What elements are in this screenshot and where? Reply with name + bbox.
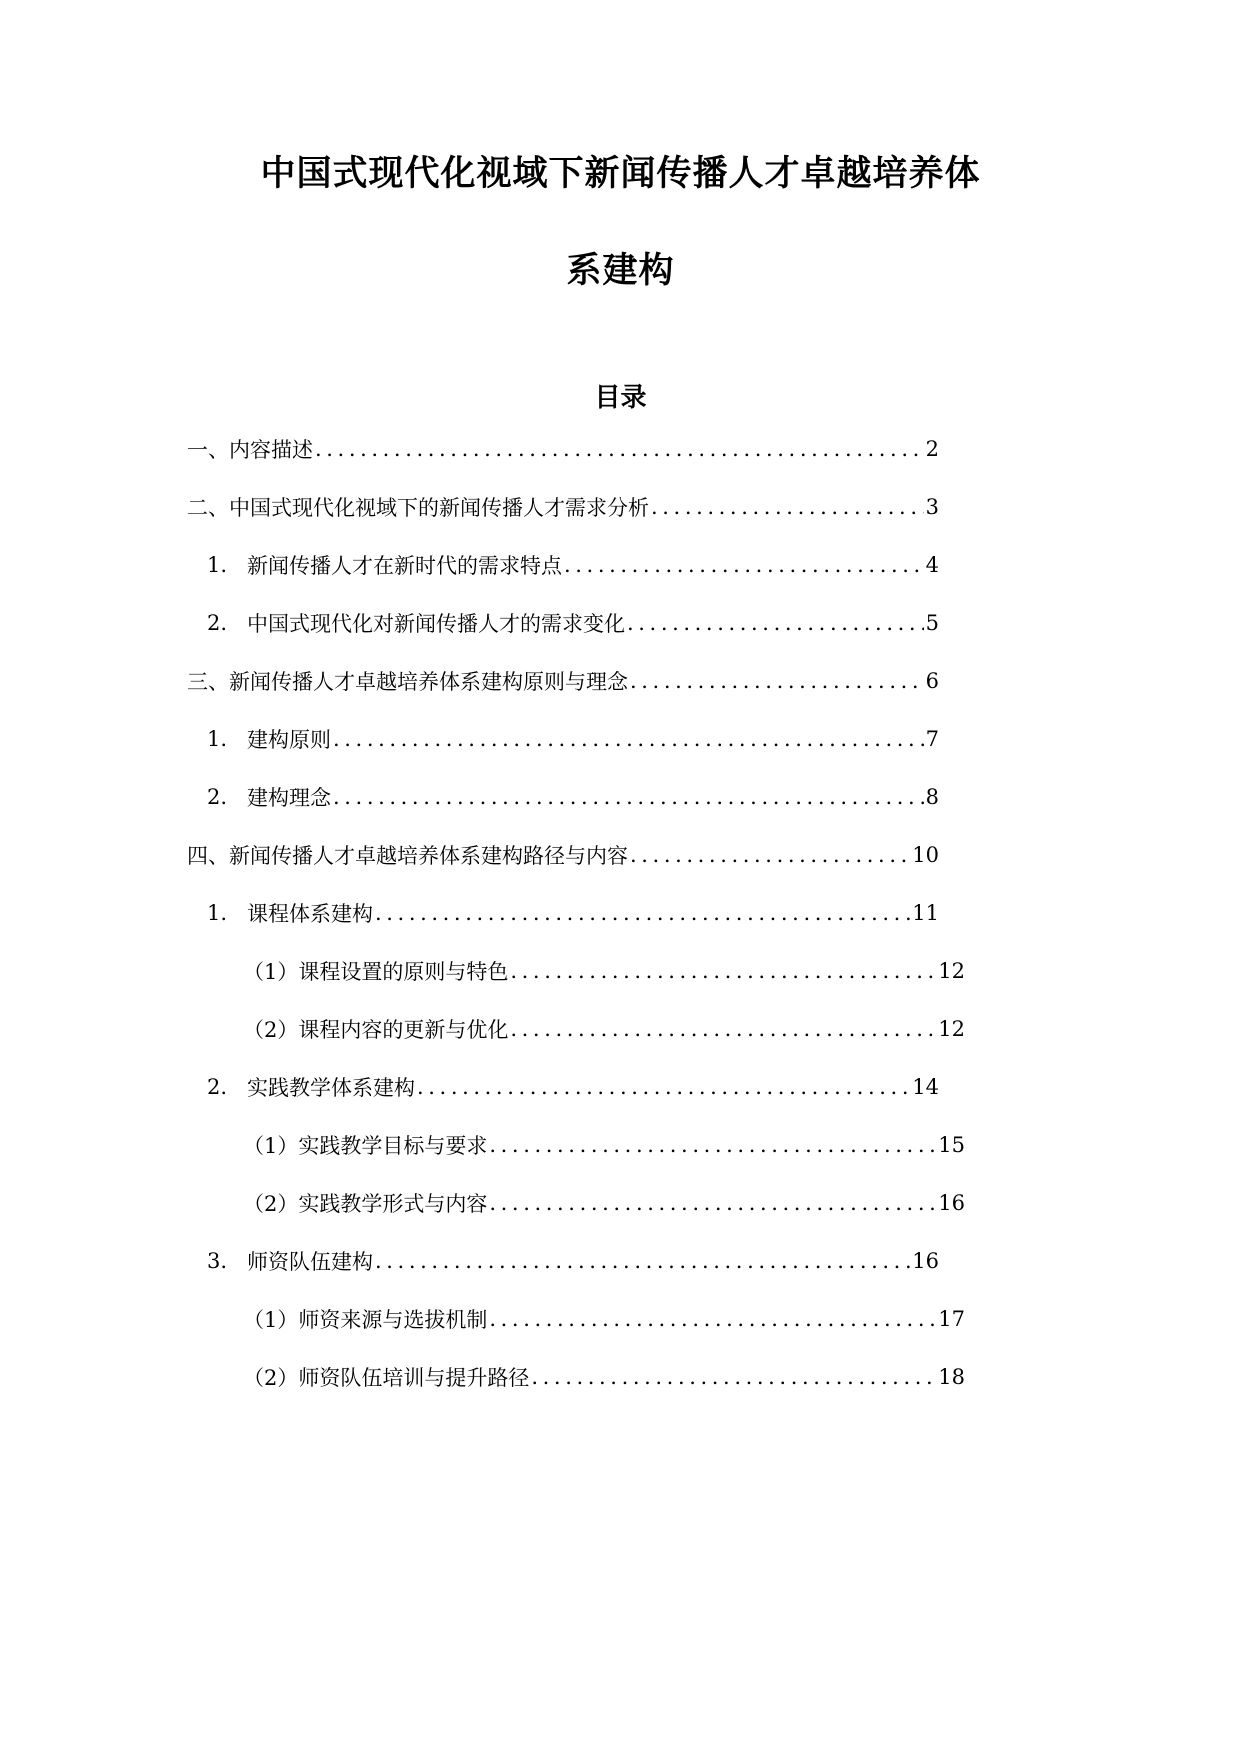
toc-entry-page-number: 10 (912, 843, 939, 867)
toc-entry-label: （1）师资来源与选拔机制 (243, 1308, 488, 1332)
toc-entry-page-number: 18 (938, 1365, 965, 1389)
toc-entry-page-number: 16 (938, 1191, 965, 1215)
toc-entry-page-number: 8 (925, 785, 939, 809)
toc-entry-label: 课程体系建构 (247, 902, 373, 926)
toc-entry-label: 实践教学体系建构 (247, 1076, 415, 1100)
toc-entry-number: 2. (206, 785, 228, 809)
toc-entry[interactable] (243, 954, 965, 988)
toc-entry-label: （2）师资队伍培训与提升路径 (243, 1366, 530, 1390)
toc-entry-label: 一、内容描述 (187, 438, 313, 462)
toc-dot-leader (417, 1075, 910, 1099)
toc-entry-number: 3. (206, 1249, 228, 1273)
toc-dot-leader (315, 437, 924, 461)
toc-entry-page-number: 11 (912, 901, 939, 925)
toc-entry[interactable] (187, 722, 939, 756)
toc-entry-page-number: 14 (912, 1075, 939, 1099)
toc-dot-leader (375, 1249, 910, 1273)
toc-entry-label: （1）实践教学目标与要求 (243, 1134, 488, 1158)
toc-entry[interactable] (187, 606, 939, 640)
toc-dot-leader (333, 785, 924, 809)
toc-entry-label: 中国式现代化对新闻传播人才的需求变化 (247, 612, 625, 636)
toc-entry-page-number: 12 (938, 959, 965, 983)
toc-heading: 目录 (594, 383, 647, 413)
toc-entry[interactable] (187, 896, 939, 930)
toc-entry-number: 2. (206, 1075, 228, 1099)
toc-dot-leader (564, 553, 924, 577)
toc-dot-leader (375, 901, 910, 925)
toc-entry[interactable] (187, 838, 939, 872)
toc-entry[interactable] (243, 1012, 965, 1046)
toc-entry[interactable] (187, 780, 939, 814)
toc-entry[interactable] (243, 1186, 965, 1220)
toc-entry[interactable] (187, 664, 939, 698)
toc-entry[interactable] (187, 432, 939, 466)
toc-entry-number: 1. (206, 901, 228, 925)
toc-entry[interactable] (187, 490, 939, 524)
toc-entry-number: 1. (206, 727, 228, 751)
toc-dot-leader (489, 1191, 936, 1215)
toc-entry-label: （2）实践教学形式与内容 (243, 1192, 488, 1216)
toc-entry-label: 四、新闻传播人才卓越培养体系建构路径与内容 (187, 844, 628, 868)
toc-entry-page-number: 4 (925, 553, 939, 577)
toc-dot-leader (630, 843, 910, 867)
toc-entry[interactable] (243, 1128, 965, 1162)
toc-entry[interactable] (243, 1302, 965, 1336)
toc-entry-number: 2. (206, 611, 228, 635)
toc-entry-page-number: 16 (912, 1249, 939, 1273)
toc-dot-leader (651, 495, 924, 519)
toc-entry-number: 1. (206, 553, 228, 577)
toc-entry-label: 师资队伍建构 (247, 1250, 373, 1274)
toc-dot-leader (510, 959, 936, 983)
toc-entry-page-number: 3 (925, 495, 939, 519)
toc-dot-leader (489, 1307, 936, 1331)
toc-entry-page-number: 7 (925, 727, 939, 751)
toc-entry[interactable] (243, 1360, 965, 1394)
toc-dot-leader (531, 1365, 936, 1389)
toc-entry-label: 建构理念 (247, 786, 331, 810)
toc-entry[interactable] (187, 548, 939, 582)
toc-entry[interactable] (187, 1244, 939, 1278)
toc-dot-leader (489, 1133, 936, 1157)
toc-entry-page-number: 15 (938, 1133, 965, 1157)
toc-entry-page-number: 6 (925, 669, 939, 693)
toc-entry-page-number: 5 (925, 611, 939, 635)
toc-entry-page-number: 2 (925, 437, 939, 461)
toc-dot-leader (630, 669, 924, 693)
document-title-line-1: 中国式现代化视域下新闻传播人才卓越培养体 (260, 154, 981, 194)
document-title-line-2: 系建构 (566, 251, 675, 291)
toc-entry-page-number: 17 (938, 1307, 965, 1331)
toc-entry-label: （1）课程设置的原则与特色 (243, 960, 509, 984)
toc-entry-label: 三、新闻传播人才卓越培养体系建构原则与理念 (187, 670, 628, 694)
toc-dot-leader (510, 1017, 936, 1041)
toc-dot-leader (627, 611, 924, 635)
toc-entry-label: 新闻传播人才在新时代的需求特点 (247, 554, 562, 578)
toc-entry-label: 建构原则 (247, 728, 331, 752)
toc-entry-label: （2）课程内容的更新与优化 (243, 1018, 509, 1042)
toc-entry-page-number: 12 (938, 1017, 965, 1041)
toc-entry[interactable] (187, 1070, 939, 1104)
toc-dot-leader (333, 727, 924, 751)
toc-entry-label: 二、中国式现代化视域下的新闻传播人才需求分析 (187, 496, 649, 520)
